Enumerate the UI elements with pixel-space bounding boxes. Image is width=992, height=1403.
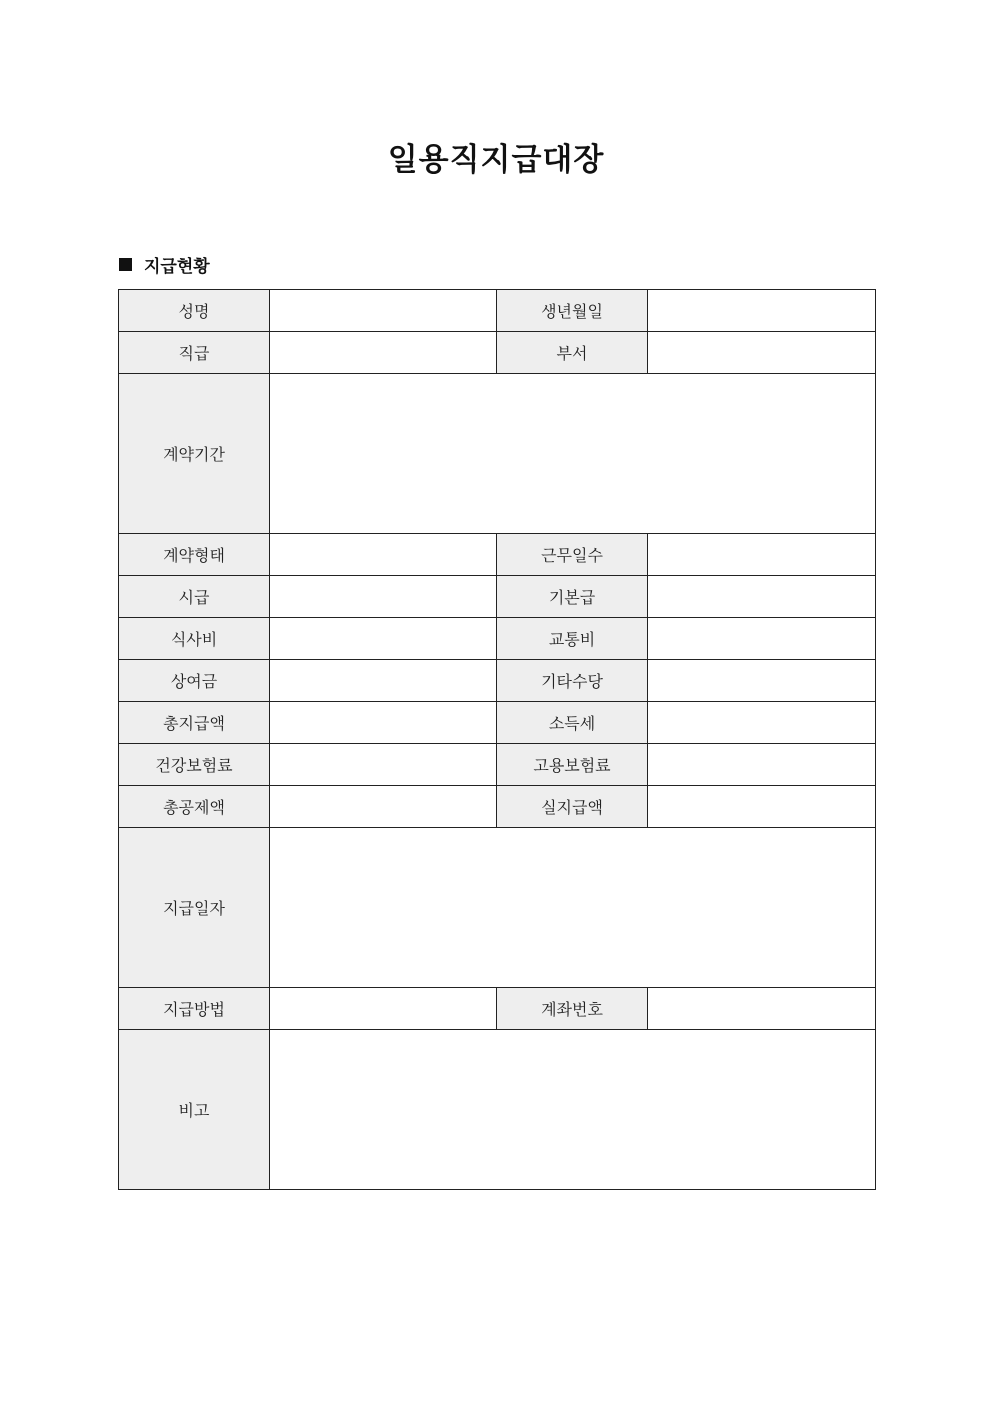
net-pay-label: 실지급액	[497, 786, 648, 828]
table-row	[119, 534, 876, 576]
transport-allowance-field[interactable]	[648, 618, 876, 660]
base-pay-label: 기본급	[497, 576, 648, 618]
table-row	[119, 332, 876, 374]
table-row	[119, 702, 876, 744]
gross-pay-field[interactable]	[270, 702, 497, 744]
birthdate-field[interactable]	[648, 290, 876, 332]
page-title: 일용직지급대장	[387, 142, 605, 178]
birthdate-label: 생년월일	[497, 290, 648, 332]
other-allowance-field[interactable]	[648, 660, 876, 702]
section-heading-label: 지급현황	[144, 257, 210, 277]
section-heading	[119, 252, 210, 277]
remarks-field[interactable]	[270, 1030, 876, 1190]
account-number-label: 계좌번호	[497, 988, 648, 1030]
meal-allowance-field[interactable]	[270, 618, 497, 660]
payment-date-field[interactable]	[270, 828, 876, 988]
position-field[interactable]	[270, 332, 497, 374]
account-number-field[interactable]	[648, 988, 876, 1030]
contract-type-label: 계약형태	[119, 534, 270, 576]
payment-method-field[interactable]	[270, 988, 497, 1030]
contract-period-label: 계약기간	[119, 374, 270, 534]
hourly-wage-field[interactable]	[270, 576, 497, 618]
total-deduction-label: 총공제액	[119, 786, 270, 828]
payment-date-label: 지급일자	[119, 828, 270, 988]
gross-pay-label: 총지급액	[119, 702, 270, 744]
contract-type-field[interactable]	[270, 534, 497, 576]
table-row	[119, 744, 876, 786]
table-row	[119, 786, 876, 828]
position-label: 직급	[119, 332, 270, 374]
contract-period-field[interactable]	[270, 374, 876, 534]
employment-insurance-label: 고용보험료	[497, 744, 648, 786]
table-row	[119, 1030, 876, 1190]
table-row	[119, 618, 876, 660]
work-days-label: 근무일수	[497, 534, 648, 576]
base-pay-field[interactable]	[648, 576, 876, 618]
total-deduction-field[interactable]	[270, 786, 497, 828]
meal-allowance-label: 식사비	[119, 618, 270, 660]
department-label: 부서	[497, 332, 648, 374]
table-row	[119, 660, 876, 702]
other-allowance-label: 기타수당	[497, 660, 648, 702]
payment-form-table	[118, 289, 876, 1190]
hourly-wage-label: 시급	[119, 576, 270, 618]
department-field[interactable]	[648, 332, 876, 374]
name-field[interactable]	[270, 290, 497, 332]
transport-allowance-label: 교통비	[497, 618, 648, 660]
work-days-field[interactable]	[648, 534, 876, 576]
bullet-square-icon	[119, 258, 132, 271]
name-label: 성명	[119, 290, 270, 332]
table-row	[119, 828, 876, 988]
table-row	[119, 988, 876, 1030]
income-tax-label: 소득세	[497, 702, 648, 744]
health-insurance-label: 건강보험료	[119, 744, 270, 786]
remarks-label: 비고	[119, 1030, 270, 1190]
health-insurance-field[interactable]	[270, 744, 497, 786]
table-row	[119, 290, 876, 332]
bonus-label: 상여금	[119, 660, 270, 702]
table-row	[119, 576, 876, 618]
payment-method-label: 지급방법	[119, 988, 270, 1030]
table-row	[119, 374, 876, 534]
income-tax-field[interactable]	[648, 702, 876, 744]
employment-insurance-field[interactable]	[648, 744, 876, 786]
net-pay-field[interactable]	[648, 786, 876, 828]
bonus-field[interactable]	[270, 660, 497, 702]
